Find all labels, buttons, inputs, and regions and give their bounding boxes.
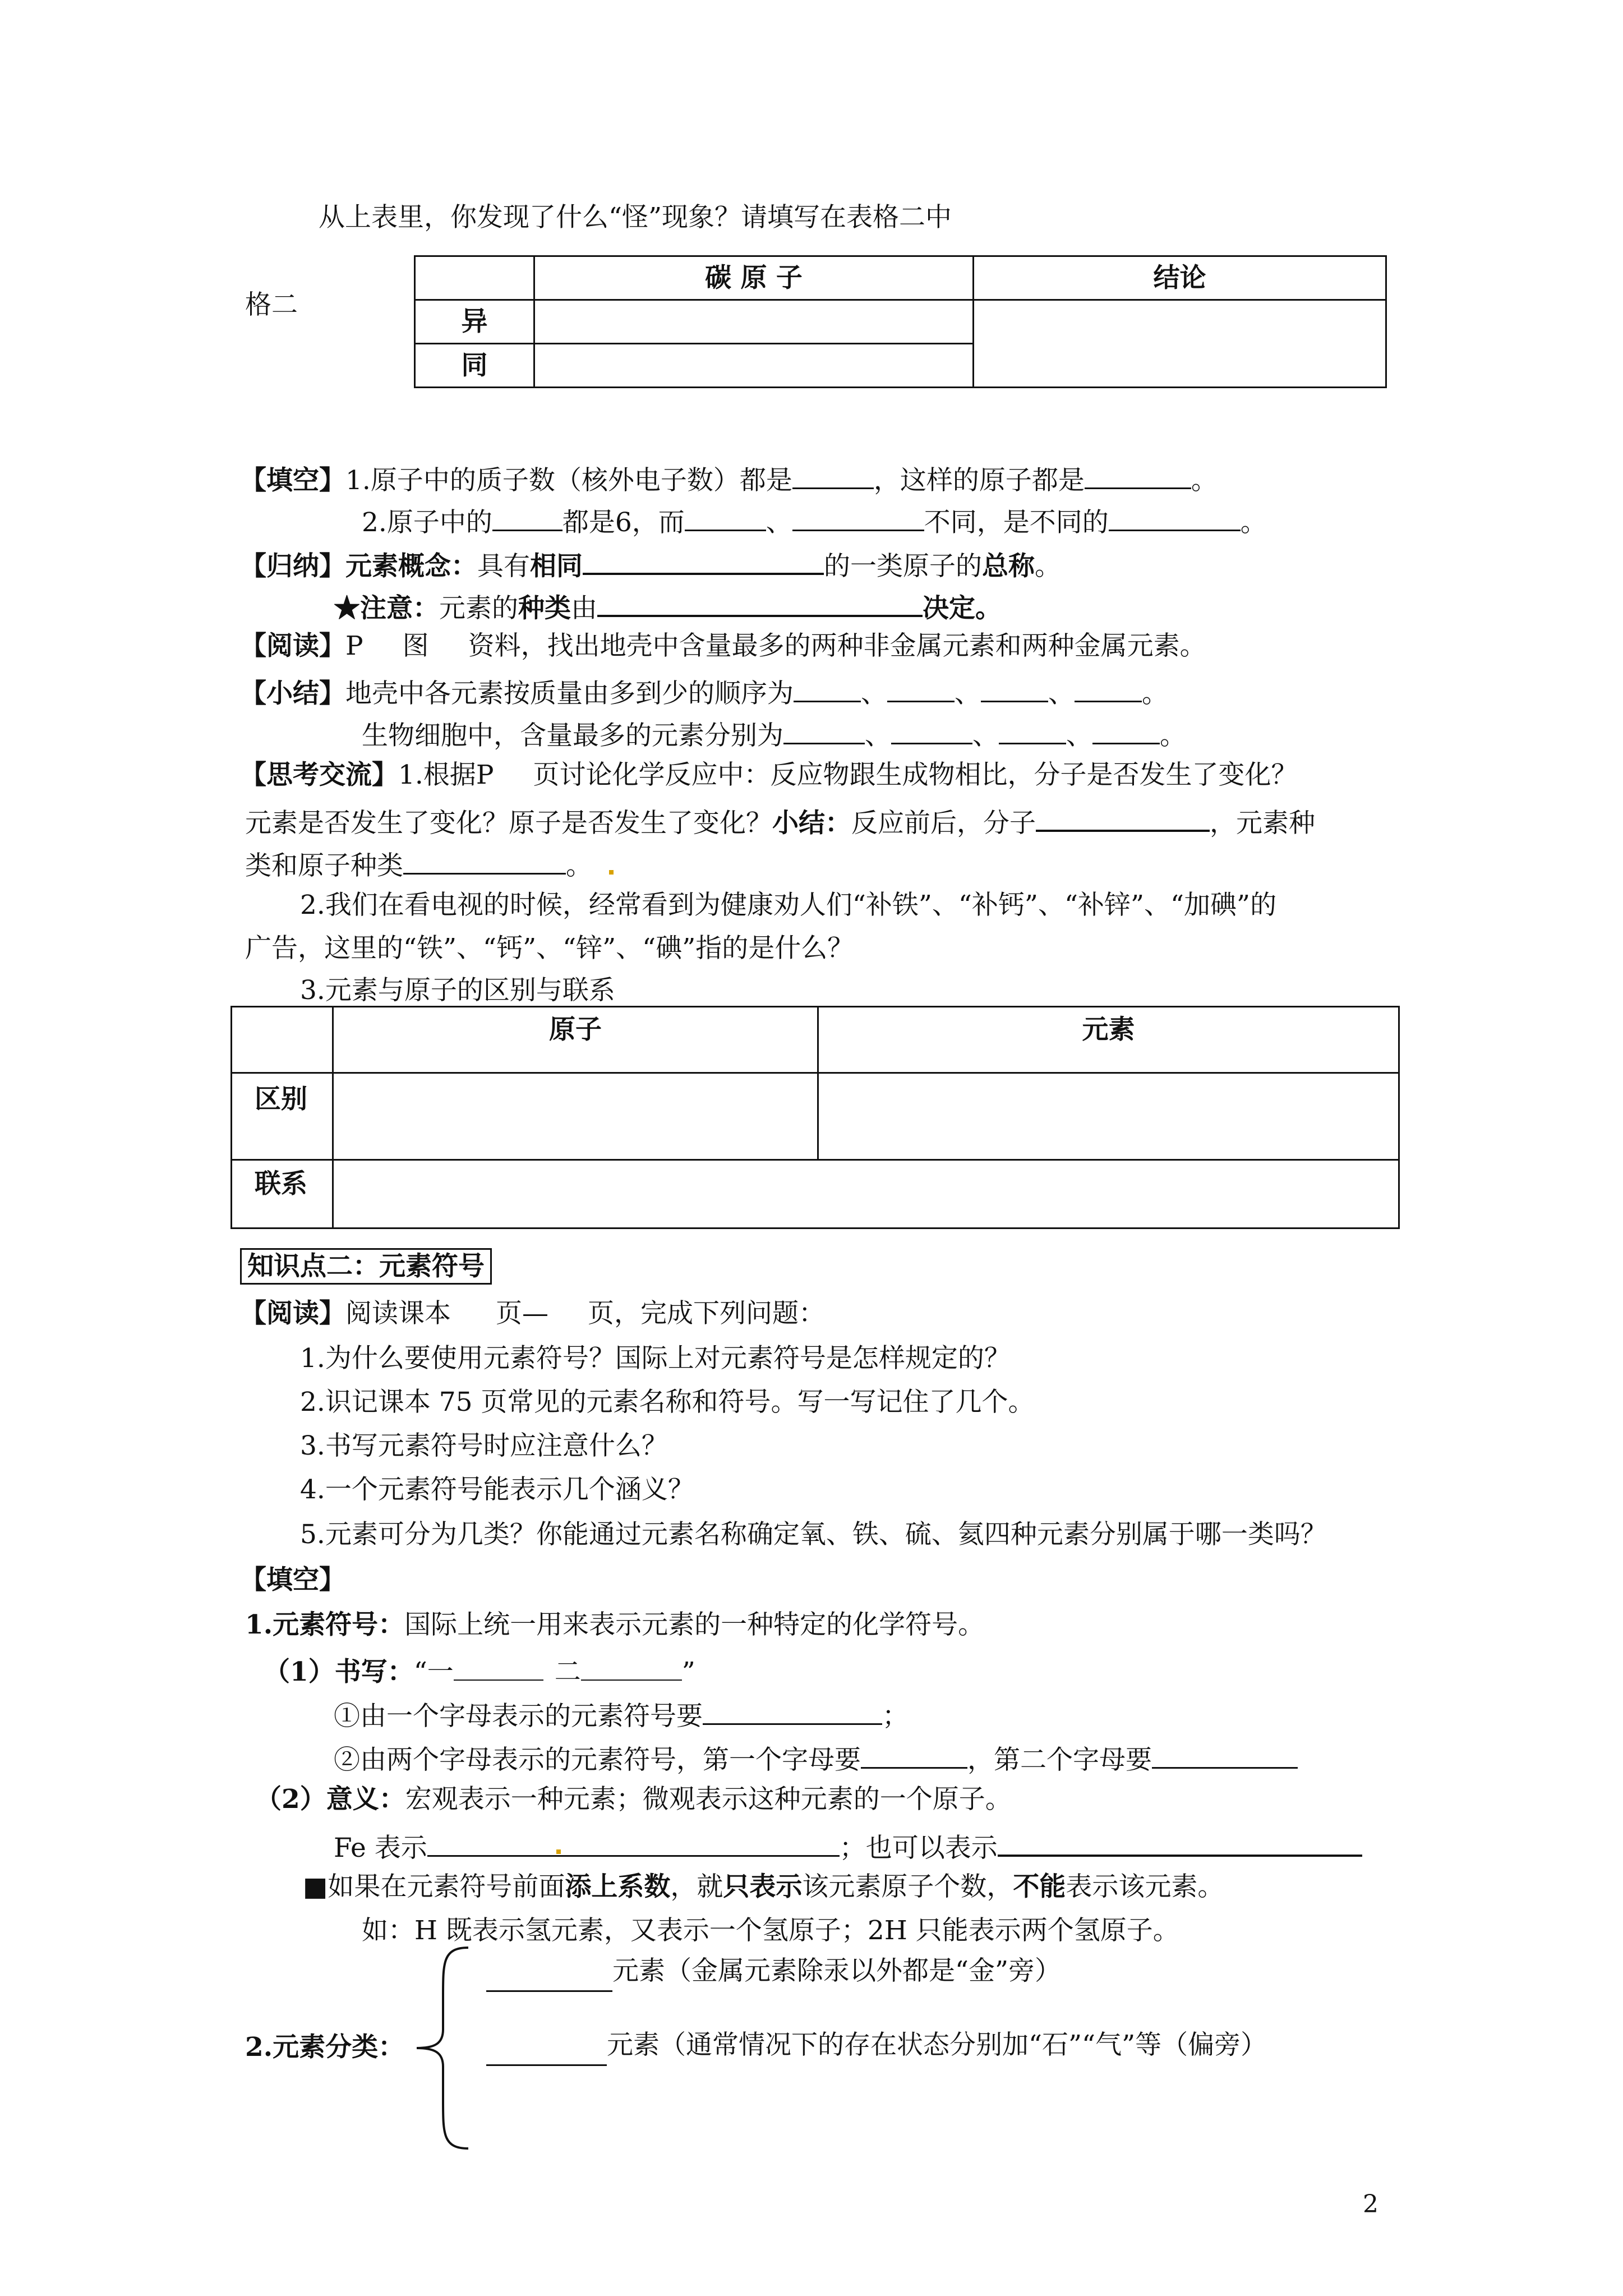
fill2-tag: 【填空】 bbox=[240, 1565, 345, 1595]
meaning-line: （2）意义：宏观表示一种元素；微观表示这种元素的一个原子。 bbox=[255, 1784, 1012, 1815]
blank[interactable] bbox=[486, 1955, 612, 1992]
table-atom-element bbox=[230, 1006, 1400, 1229]
blank[interactable] bbox=[861, 1742, 967, 1769]
kp2-question-4: 4.一个元素符号能表示几个涵义？ bbox=[300, 1474, 694, 1505]
section-title-element-symbol: 知识点二：元素符号 bbox=[240, 1248, 492, 1285]
blank[interactable] bbox=[794, 676, 861, 702]
think-q3: 3.元素与原子的区别与联系 bbox=[300, 975, 615, 1006]
writing-rule-2: ②由两个字母表示的元素符号，第一个字母要 ，第二个字母要 bbox=[334, 1742, 1298, 1773]
blank[interactable] bbox=[891, 718, 972, 744]
fill-line-1: 【填空】1.原子中的质子数（核外电子数）都是 ，这样的原子都是 。 bbox=[240, 463, 1218, 494]
blank[interactable] bbox=[1085, 463, 1191, 489]
table2-header-conclusion: 结论 bbox=[974, 256, 1386, 300]
classify-item-nonmetal: 元素（通常情况下的存在状态分别加“石”“气”等（偏旁） bbox=[486, 2030, 1267, 2070]
blank[interactable] bbox=[703, 1699, 882, 1725]
table2-row-same: 同 bbox=[415, 344, 534, 388]
blank[interactable] bbox=[492, 505, 562, 531]
table2-cell-different[interactable] bbox=[534, 300, 974, 344]
table3-cell-atom-difference[interactable] bbox=[333, 1073, 818, 1160]
symbol-definition-line: 1.元素符号：国际上统一用来表示元素的一种特定的化学符号。 bbox=[245, 1609, 985, 1640]
kp2-question-2: 2.识记课本 75 页常见的元素名称和符号。写一写记住了几个。 bbox=[300, 1387, 1035, 1418]
table2-cell-conclusion[interactable] bbox=[974, 300, 1386, 388]
think-q2-line-1: 2.我们在看电视的时候，经常看到为健康劝人们“补铁”、“补钙”、“补锌”、“加碘”的 bbox=[300, 890, 1277, 921]
blank[interactable] bbox=[1092, 718, 1160, 744]
blank[interactable] bbox=[1036, 805, 1210, 832]
coefficient-note: ■如果在元素符号前面添上系数，就只表示该元素原子个数，不能表示该元素。 bbox=[303, 1871, 1224, 1902]
classify-label: 2.元素分类： bbox=[245, 2032, 405, 2063]
blank[interactable] bbox=[999, 718, 1066, 744]
blank[interactable] bbox=[998, 1830, 1362, 1857]
table3-row-difference: 区别 bbox=[232, 1073, 333, 1160]
left-brace-icon bbox=[412, 1945, 474, 2151]
table3-row-relation: 联系 bbox=[232, 1160, 333, 1228]
note-line: ★注意：元素的种类由 决定。 bbox=[334, 590, 1002, 622]
mark-dot bbox=[556, 1849, 561, 1854]
blank[interactable] bbox=[1152, 1742, 1298, 1769]
kp2-question-5: 5.元素可分为几类？你能通过元素名称确定氧、铁、硫、氦四种元素分别属于哪一类吗？ bbox=[300, 1519, 1327, 1550]
blank[interactable] bbox=[783, 718, 865, 744]
think-line-3: 类和原子种类 。 bbox=[245, 848, 614, 879]
summary-line-2: 生物细胞中，含量最多的元素分别为 、 、 、 。 bbox=[362, 718, 1186, 749]
blank[interactable] bbox=[1109, 505, 1241, 531]
table2-row-different: 异 bbox=[415, 300, 534, 344]
table2-corner-cell bbox=[415, 256, 534, 300]
blank[interactable] bbox=[427, 1830, 840, 1857]
coefficient-example: 如：H 既表示氢元素，又表示一个氢原子；2H 只能表示两个氢原子。 bbox=[362, 1915, 1179, 1946]
blank[interactable] bbox=[981, 676, 1048, 702]
classify-item-metal: 元素（金属元素除汞以外都是“金”旁） bbox=[486, 1955, 1061, 1996]
blank[interactable] bbox=[486, 2030, 607, 2066]
blank[interactable] bbox=[403, 848, 566, 875]
table-two bbox=[414, 255, 1387, 388]
writing-rule-1: ①由一个字母表示的元素符号要 ； bbox=[334, 1699, 909, 1729]
table2-cell-same[interactable] bbox=[534, 344, 974, 388]
writing-rule-line: （1）书写：“一 二 ” bbox=[264, 1655, 695, 1685]
blank[interactable] bbox=[597, 590, 923, 617]
table3-header-atom: 原子 bbox=[333, 1007, 818, 1073]
blank[interactable] bbox=[583, 548, 824, 575]
kp2-question-3: 3.书写元素符号时应注意什么？ bbox=[300, 1430, 668, 1461]
blank[interactable] bbox=[887, 676, 955, 702]
blank[interactable] bbox=[792, 463, 874, 489]
table3-corner-cell bbox=[232, 1007, 333, 1073]
table3-cell-element-difference[interactable] bbox=[818, 1073, 1399, 1160]
blank[interactable] bbox=[581, 1655, 682, 1681]
kp2-question-1: 1.为什么要使用元素符号？国际上对元素符号是怎样规定的？ bbox=[300, 1343, 1011, 1374]
kp2-read-line: 【阅读】阅读课本 页— 页，完成下列问题： bbox=[240, 1298, 825, 1329]
summary-line-1: 【小结】地壳中各元素按质量由多到少的顺序为 、 、 、 。 bbox=[240, 676, 1168, 707]
blank[interactable] bbox=[1075, 676, 1142, 702]
table3-header-element: 元素 bbox=[818, 1007, 1399, 1073]
table2-label: 格二 bbox=[245, 289, 298, 320]
mark-dot bbox=[609, 870, 614, 875]
fill-tag: 【填空】 bbox=[240, 465, 345, 496]
blank[interactable] bbox=[685, 505, 766, 531]
blank[interactable] bbox=[792, 505, 924, 531]
fill-line-2: 2.原子中的 都是6，而 、 不同，是不同的 。 bbox=[362, 505, 1267, 536]
induce-line: 【归纳】元素概念：具有相同 的一类原子的总称。 bbox=[240, 548, 1061, 579]
intro-line: 从上表里，你发现了什么“怪”现象？请填写在表格二中 bbox=[319, 202, 952, 233]
fe-meaning-line: Fe 表示 ；也可以表示 bbox=[334, 1830, 1362, 1861]
page-number: 2 bbox=[1363, 2190, 1378, 2219]
think-q2-line-2: 广告，这里的“铁”、“钙”、“锌”、“碘”指的是什么？ bbox=[245, 933, 854, 964]
think-line-1: 【思考交流】1.根据P 页讨论化学反应中：反应物跟生成物相比，分子是否发生了变化？ bbox=[240, 760, 1298, 790]
read-line: 【阅读】P 图 资料，找出地壳中含量最多的两种非金属元素和两种金属元素。 bbox=[240, 631, 1206, 661]
table3-cell-relation[interactable] bbox=[333, 1160, 1399, 1228]
blank[interactable] bbox=[454, 1655, 543, 1681]
think-line-2: 元素是否发生了变化？原子是否发生了变化？小结：反应前后，分子 ，元素种 bbox=[245, 805, 1315, 836]
table2-header-atom: 碳 原 子 bbox=[534, 256, 974, 300]
